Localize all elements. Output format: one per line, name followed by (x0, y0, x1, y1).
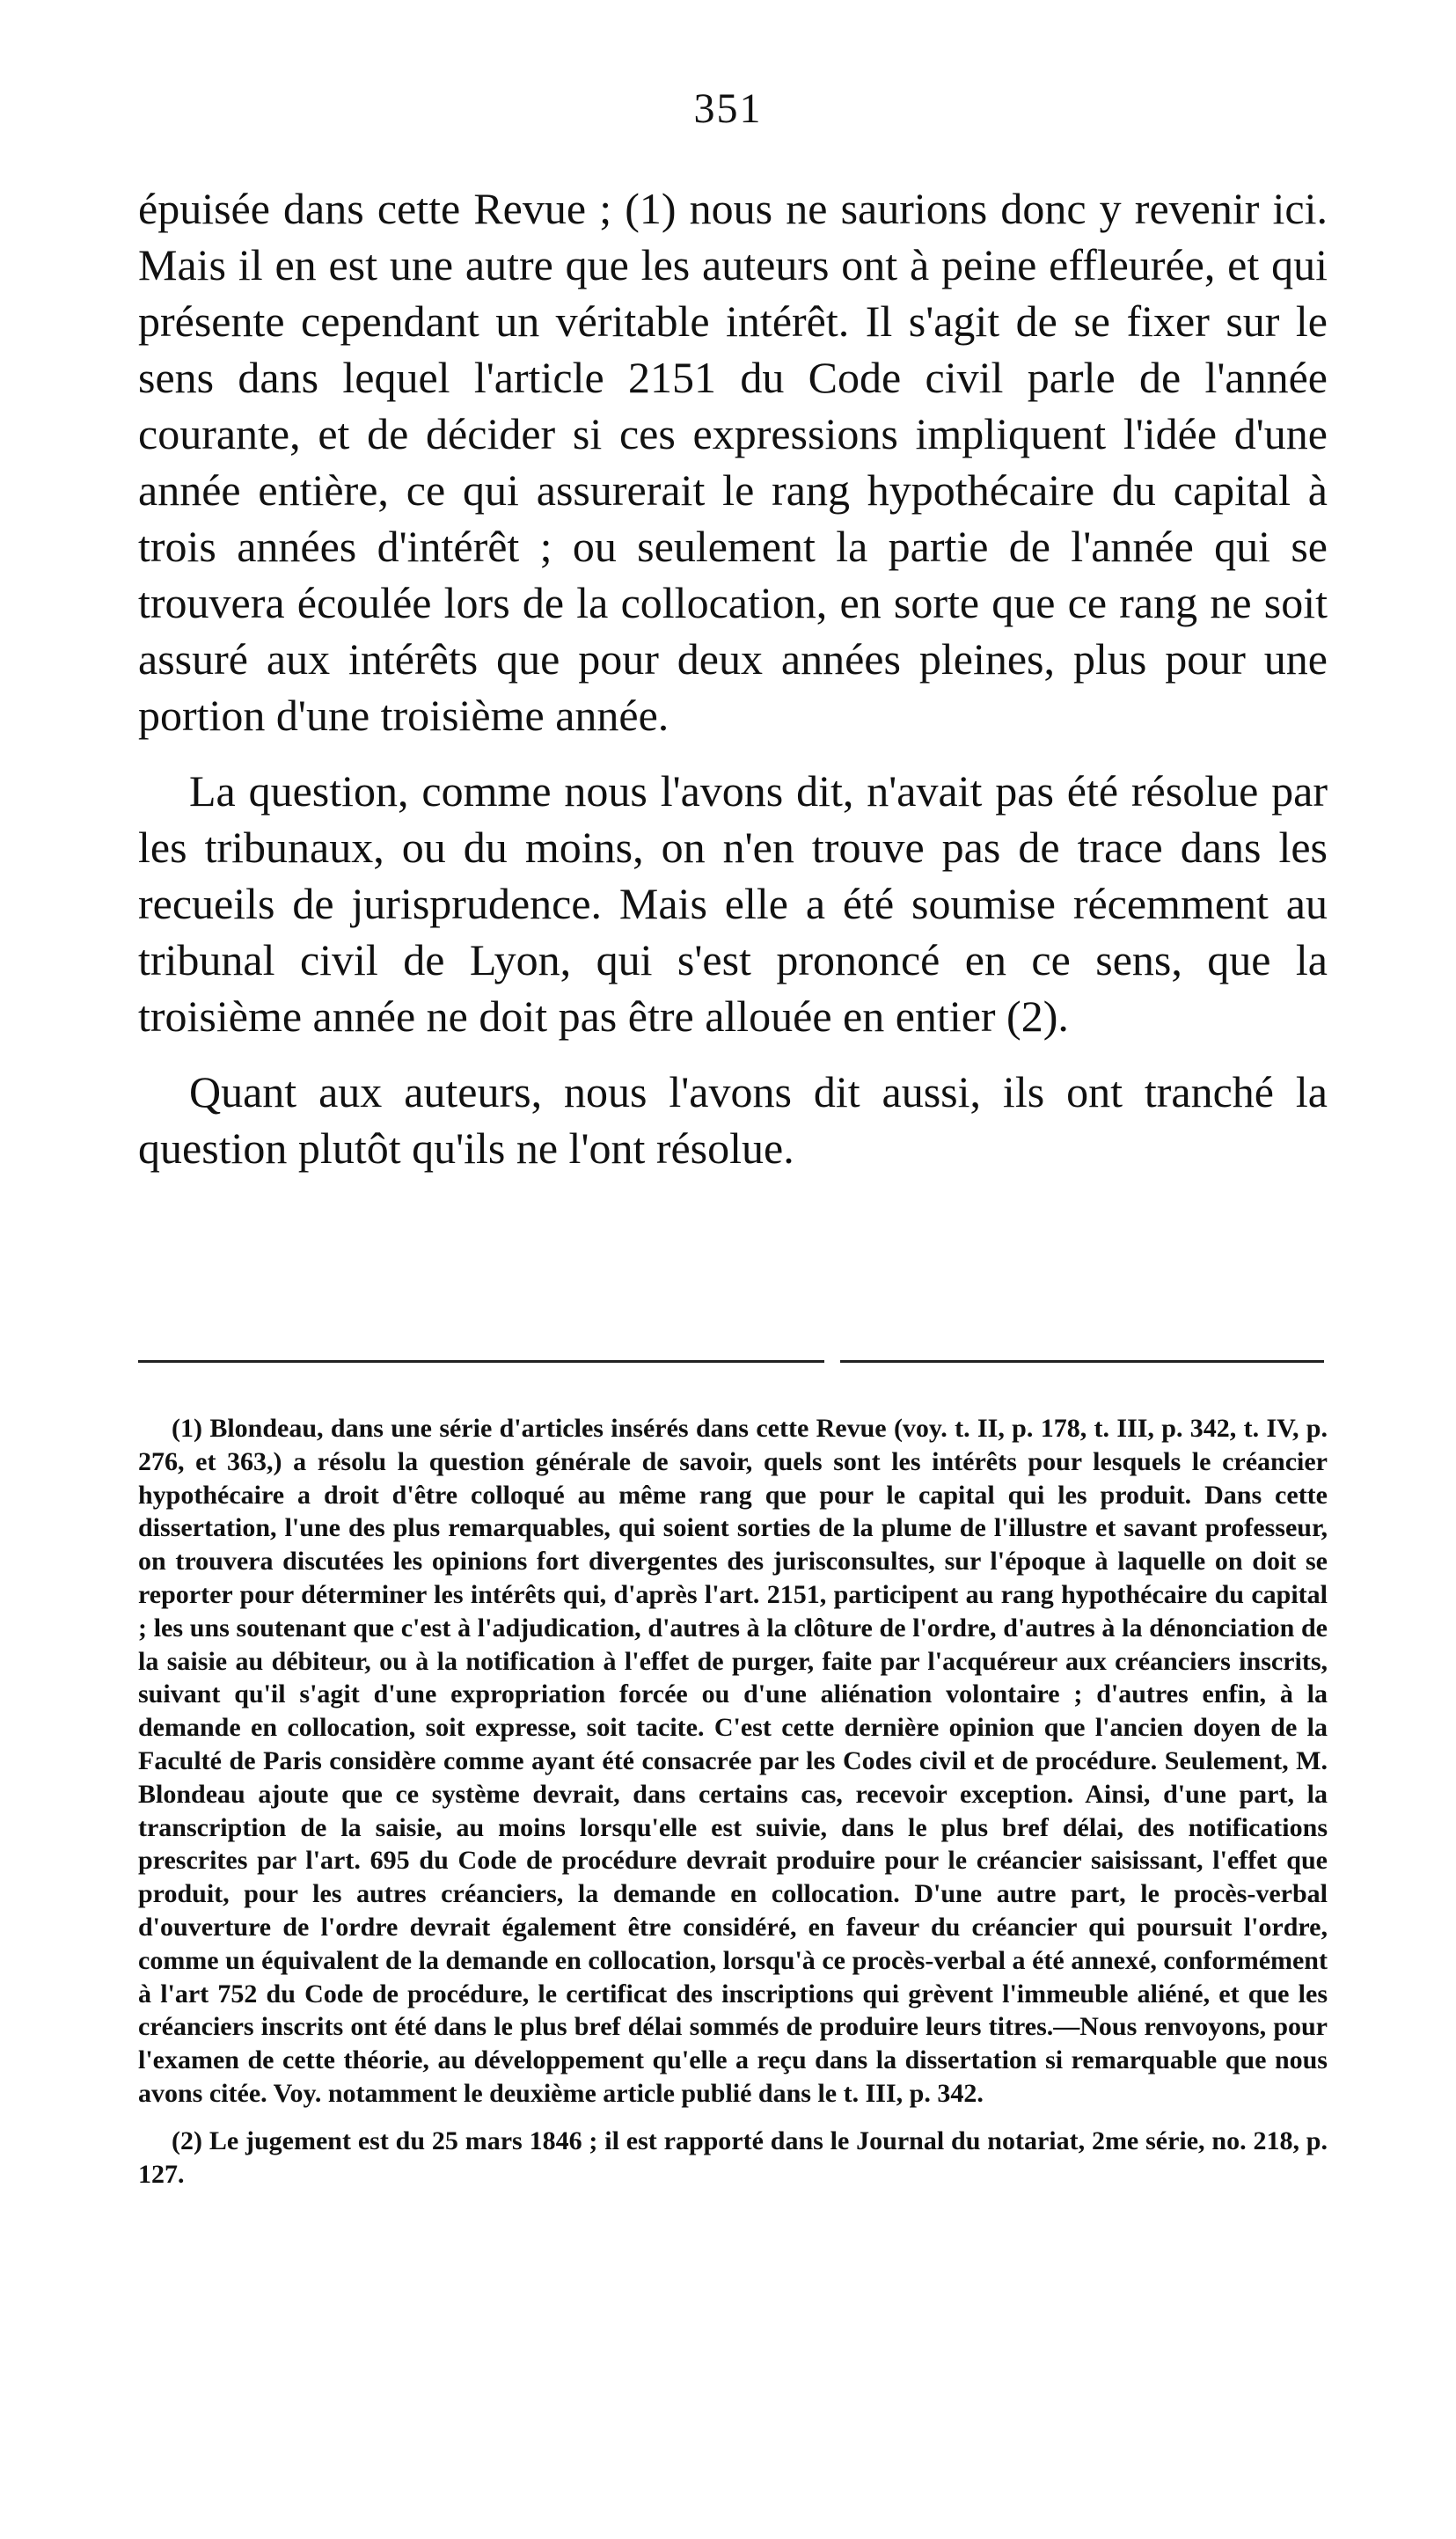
footnote-1: (1) Blondeau, dans une série d'articles insérés dans cette Revue (voy. t. II, p. 178, t. III, p. 342, t. IV, p. 276, et 363,) a résolu la question générale de savoir, quels sont les intérêts pour lesquels le créancier hypothécaire a droit d'être colloqué au même rang que pour le capital qui les produit. Dans cette dissertation, l'une des plus remarquables, qui soient sorties de la plume de l'illustre et savant professeur, on trouvera discutées les opinions fort divergentes des jurisconsultes, sur l'époque à laquelle on doit se reporter pour déterminer les intérêts qui, d'après l'art. 2151, participent au rang hypothécaire du capital ; les uns soutenant que c'est à l'adjudication, d'autres à la clôture de l'ordre, d'autres à la dénonciation de la saisie au débiteur, ou à la notification à l'effet de purger, faite par l'acquéreur aux créanciers inscrits, suivant qu'il s'agit d'une expropriation forcée ou d'une aliénation volontaire ; d'autres enfin, à la demande en collocation, soit expresse, soit tacite. C'est cette dernière opinion que l'ancien doyen de la Faculté de Paris considère comme ayant été consacrée par les Codes civil et de procédure. Seulement, M. Blondeau ajoute que ce système devrait, dans certains cas, recevoir exception. Ainsi, d'une part, la transcription de la saisie, au moins lorsqu'elle est suivie, dans le plus bref délai, des notifications prescrites par l'art. 695 du Code de procédure devrait produire pour le créancier saisissant, l'effet que produit, pour les autres créanciers, la demande en collocation. D'une autre part, le procès-verbal d'ouverture de l'ordre devrait également être considéré, en faveur du créancier qui poursuit l'ordre, comme un équivalent de la demande en collocation, lorsqu'à ce procès-verbal a été annexé, conformément à l'art 752 du Code de procédure, le certificat des inscriptions qui grèvent l'immeuble aliéné, et que les créanciers inscrits ont été dans le plus bref délai sommés de produire leurs titres.—Nous renvoyons, pour l'examen de cette théorie, au développement qu'elle a reçu dans la dissertation si remarquable que nous avons citée. Voy. notamment le deuxième article publié dans le t. III, p. 342. (138, 1414, 1328, 2108)
body-text (138, 180, 1328, 1176)
footnote-2: (2) Le jugement est du 25 mars 1846 ; il est rapporté dans le Journal du notariat, 2me série, no. 218, p. 127. (138, 2126, 1328, 2189)
footnotes (138, 1412, 1328, 2191)
body-paragraph: La question, comme nous l'avons dit, n'avait pas été résolue par les tribunaux, ou du moins, on n'en trouve pas de trace dans les recueils de jurisprudence. Mais elle a été soumise récemment au tribunal civil de Lyon, qui s'est prononcé en ce sens, que la troisième année ne doit pas être allouée en entier (2). (138, 766, 1328, 1041)
body-paragraph: Quant aux auteurs, nous l'avons dit aussi, ils ont tranché la question plutôt qu'ils ne l'ont résolue. (138, 1067, 1328, 1173)
footnote-separator-right (840, 1360, 1324, 1363)
body-paragraph: épuisée dans cette Revue ; (1) nous ne saurions donc y revenir ici. Mais il en est une autre que les auteurs ont à peine effleurée, et qui présente cependant un véritable intérêt. Il s'agit de se fixer sur le sens dans lequel l'article 2151 du Code civil parle de l'année courante, et de décider si ces expressions impliquent l'idée d'une année entière, ce qui assurerait le rang hypothécaire du capital à trois années d'intérêt ; ou seulement la partie de l'année qui se trouvera écoulée lors de la collocation, en sorte que ce rang ne soit assuré aux intérêts que pour deux années pleines, plus pour une portion d'une troisième année. (138, 184, 1328, 740)
footnote-separator-left (138, 1360, 824, 1363)
page-number: 351 (693, 85, 763, 132)
